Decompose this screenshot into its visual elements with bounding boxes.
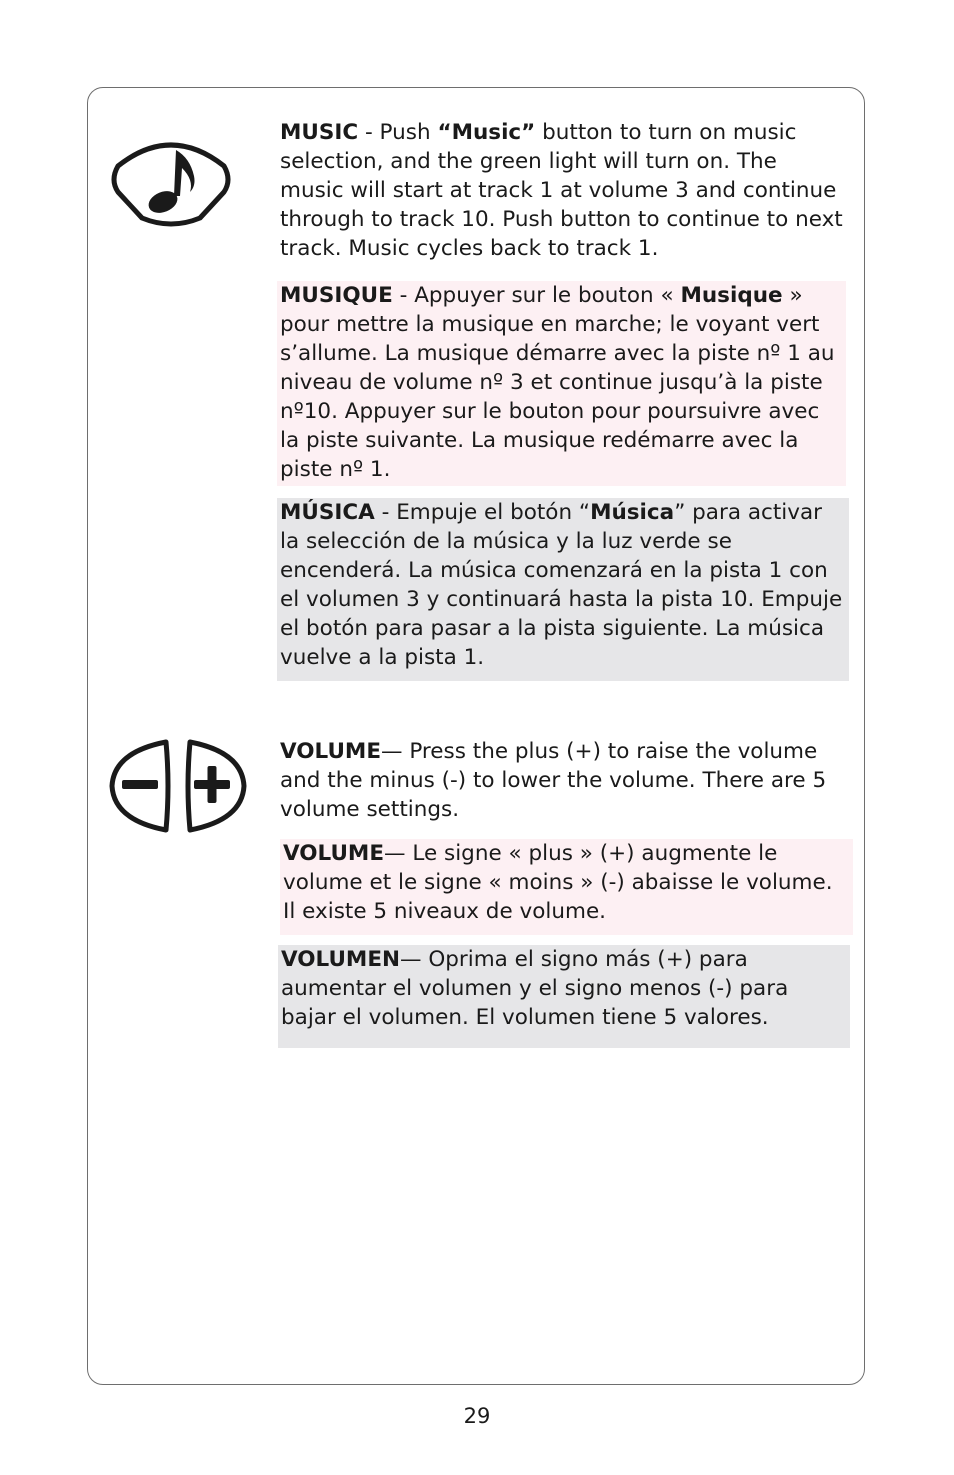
music-note-icon	[108, 132, 234, 228]
volume-french-text	[280, 839, 853, 935]
music-french-button-name: Musique	[680, 283, 783, 308]
music-spanish-button-name: Música	[590, 500, 675, 525]
page-number: 29	[463, 1404, 491, 1428]
music-spanish-title: MÚSICA	[280, 500, 375, 525]
music-english-text-2: button to turn on music selection, and the green light will turn on. The music will start at track 1 at volume 3 and continue through to track 10. Push button to continue to next track. Music cycles back to track 1.	[280, 120, 843, 261]
music-english-text-1: - Push	[358, 120, 438, 145]
volume-spanish-title: VOLUMEN	[281, 947, 401, 972]
volume-french-body: — Le signe « plus » (+) augmente le volume et le signe « moins » (-) abaisse le volume. Il existe 5 niveaux de volume.	[283, 841, 833, 924]
volume-spanish-body: — Oprima el signo más (+) para aumentar el volumen y el signo menos (-) para bajar el volumen. El volumen tiene 5 valores.	[281, 947, 789, 1030]
plus-icon	[180, 738, 248, 834]
volume-english-body: — Press the plus (+) to raise the volume and the minus (-) to lower the volume. There are 5 volume settings.	[280, 739, 827, 822]
volume-english-title: VOLUME	[280, 739, 382, 764]
music-french-text-2: » pour mettre la musique en marche; le voyant vert s’allume. La musique démarre avec la piste nº 1 au niveau de volume nº 3 et continue jusqu’à la piste nº10. Appuyer sur le bouton pour poursuivre avec la piste suivante. La musique redémarre avec la piste nº 1.	[280, 283, 835, 482]
music-spanish-text	[277, 498, 849, 681]
music-english-button-name: “Music”	[437, 120, 536, 145]
music-french-text	[277, 281, 846, 486]
music-spanish-text-2: ” para activar la selección de la música y la luz verde se encenderá. La música comenzará en la pista 1 con el volumen 3 y continuará hasta la pista 10. Empuje el botón para pasar a la pista siguiente. La música vuelve a la pista 1.	[280, 500, 843, 670]
music-english-text	[277, 118, 847, 263]
music-english-title: MUSIC	[280, 120, 359, 145]
music-french-title: MUSIQUE	[280, 283, 393, 308]
volume-french-title: VOLUME	[283, 841, 385, 866]
music-french-text-1: - Appuyer sur le bouton «	[392, 283, 681, 308]
minus-icon	[108, 738, 176, 834]
volume-english-text	[277, 737, 847, 824]
music-spanish-text-1: - Empuje el botón “	[374, 500, 591, 525]
volume-spanish-text	[278, 945, 850, 1048]
